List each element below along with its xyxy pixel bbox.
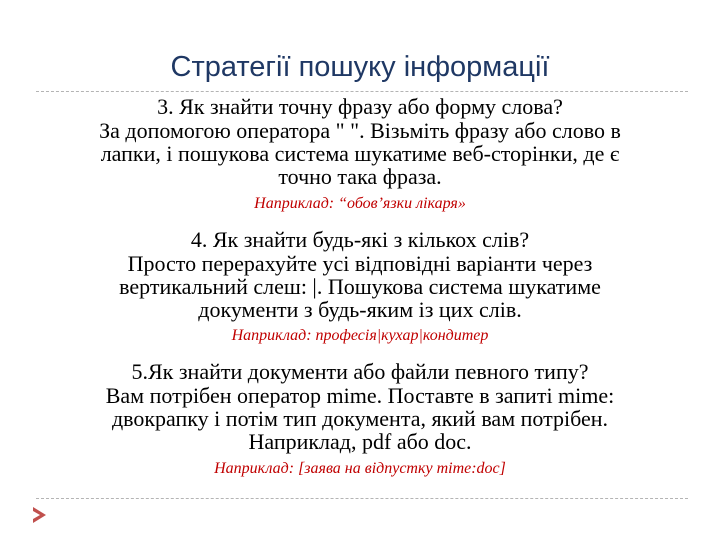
answer-5-line-1: Вам потрібен оператор mime. Поставте в запиті mime: (105, 383, 615, 408)
answer-5-line-3: Наприклад, pdf або doc. (248, 429, 472, 454)
slide-arrow-icon (30, 506, 48, 524)
question-5-heading: 5.Як знайти документи або файли певного типу? (131, 359, 589, 384)
slide-content (40, 95, 680, 479)
example-4: Наприклад: професія|кухар|кондитер (231, 327, 489, 344)
answer-3-line-2: лапки, і пошукова система шукатиме веб-сторінки, де є (100, 141, 620, 166)
slide-title: Стратегії пошуку інформації (170, 51, 550, 83)
top-divider (36, 91, 688, 92)
answer-3-line-1: За допомогою оператора " ". Візьміть фразу або слово в (99, 118, 621, 143)
bottom-divider (36, 498, 688, 499)
example-5: Наприклад: [заява на відпустку mime:doc] (214, 460, 506, 477)
answer-5-line-2: двокрапку і потім тип документа, який вам потрібен. (111, 406, 609, 431)
answer-4-line-1: Просто перерахуйте усі відповідні варіанти через (127, 251, 593, 276)
answer-4-line-2: вертикальний слеш: |. Пошукова система шукатиме (119, 274, 601, 299)
answer-4-line-3: документи з будь-яким із цих слів. (198, 297, 522, 322)
question-3-heading: 3. Як знайти точну фразу або форму слова? (157, 94, 563, 119)
answer-3-line-3: точно така фраза. (278, 164, 442, 189)
question-4-heading: 4. Як знайти будь-які з кількох слів? (190, 227, 530, 252)
example-3: Наприклад: “обов’язки лікаря» (254, 195, 466, 212)
